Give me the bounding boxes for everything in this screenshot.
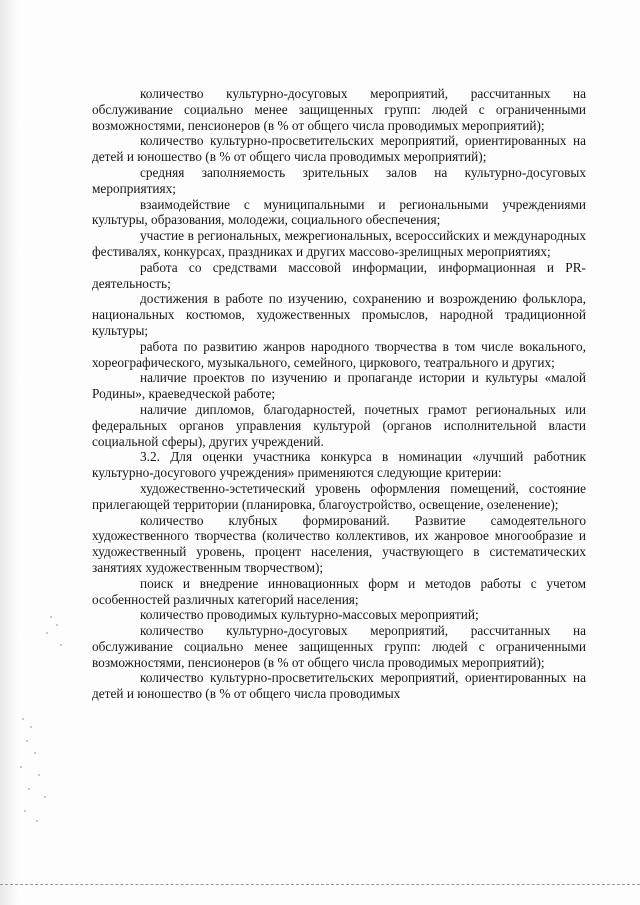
paragraph: количество культурно-досуговых мероприятий, рассчитанных на обслуживание социально менее защищенных групп: людей с ограниченными возможностями, пенсионеров (в % от общего числа проводимых мероприятий); [92, 86, 586, 133]
paragraph: количество проводимых культурно-массовых мероприятий; [140, 607, 479, 623]
scan-noise [34, 752, 36, 754]
paragraph: работа со средствами массовой информации, информационная и PR-деятельность; [92, 259, 586, 291]
paragraph: поиск и внедрение инновационных форм и методов работы с учетом особенностей различных категорий населения; [92, 575, 586, 607]
paragraph: взаимодействие с муниципальными и региональными учреждениями культуры, образования, молодежи, социального обеспечения; [92, 196, 586, 228]
paragraph: количество культурно-досуговых мероприятий, рассчитанных на обслуживание социально менее защищенных групп: людей с ограниченными возможностями, пенсионеров (в % от общего числа проводимых мероприятий); [92, 623, 586, 670]
scan-bottom-edge [0, 884, 640, 885]
scan-noise [28, 788, 30, 790]
scan-noise [22, 718, 24, 720]
scan-noise [46, 632, 48, 634]
scan-noise [60, 644, 62, 646]
paragraph: работа по развитию жанров народного творчества в том числе вокального, хореографического, музыкального, семейного, циркового, театрального и других; [92, 338, 586, 370]
scan-noise [38, 774, 40, 776]
paragraph: количество клубных формирований. Развитие самодеятельного художественного творчества (количество коллективов, их жанровое многообразие и художественный уровень, процент населения, участвующего в систематических занятиях художественным творчеством); [92, 512, 586, 575]
scan-noise [44, 796, 46, 798]
scan-noise [24, 810, 26, 812]
paragraph: наличие проектов по изучению и пропаганде истории и культуры «малой Родины», краеведческой работе; [92, 370, 586, 402]
scan-noise [20, 766, 22, 768]
paragraph: количество культурно-просветительских мероприятий, ориентированных на детей и юношество (в % от общего числа проводимых мероприятий); [92, 133, 586, 165]
paragraph: достижения в работе по изучению, сохранению и возрождению фольклора, национальных костюмов, художественных промыслов, народной традиционной культуры; [92, 291, 586, 338]
paragraph: участие в региональных, межрегиональных, всероссийских и международных фестивалях, конкурсах, праздниках и других массово-зрелищных мероприятиях; [92, 228, 586, 259]
scan-noise [36, 820, 38, 822]
section-heading-paragraph: 3.2. Для оценки участника конкурса в номинации «лучший работник культурно-досугового учреждения» применяются следующие критерии: [92, 449, 586, 481]
scan-noise [50, 616, 52, 618]
scan-noise [56, 624, 58, 626]
document-body [92, 86, 586, 702]
paragraph: наличие дипломов, благодарностей, почетных грамот региональных или федеральных органов управления культурой (органов исполнительной власти социальной сферы), других учреждений. [92, 401, 586, 449]
paragraph: количество культурно-просветительских мероприятий, ориентированных на детей и юношество (в % от общего числа проводимых [92, 670, 586, 702]
scan-edge-shadow [0, 0, 18, 905]
scan-noise [26, 740, 28, 742]
paragraph: художественно-эстетический уровень оформления помещений, состояние прилегающей территории (планировка, благоустройство, освещение, озеленение); [92, 480, 586, 512]
scan-noise [30, 726, 32, 728]
paragraph: средняя заполняемость зрительных залов на культурно-досуговых мероприятиях; [92, 164, 586, 196]
